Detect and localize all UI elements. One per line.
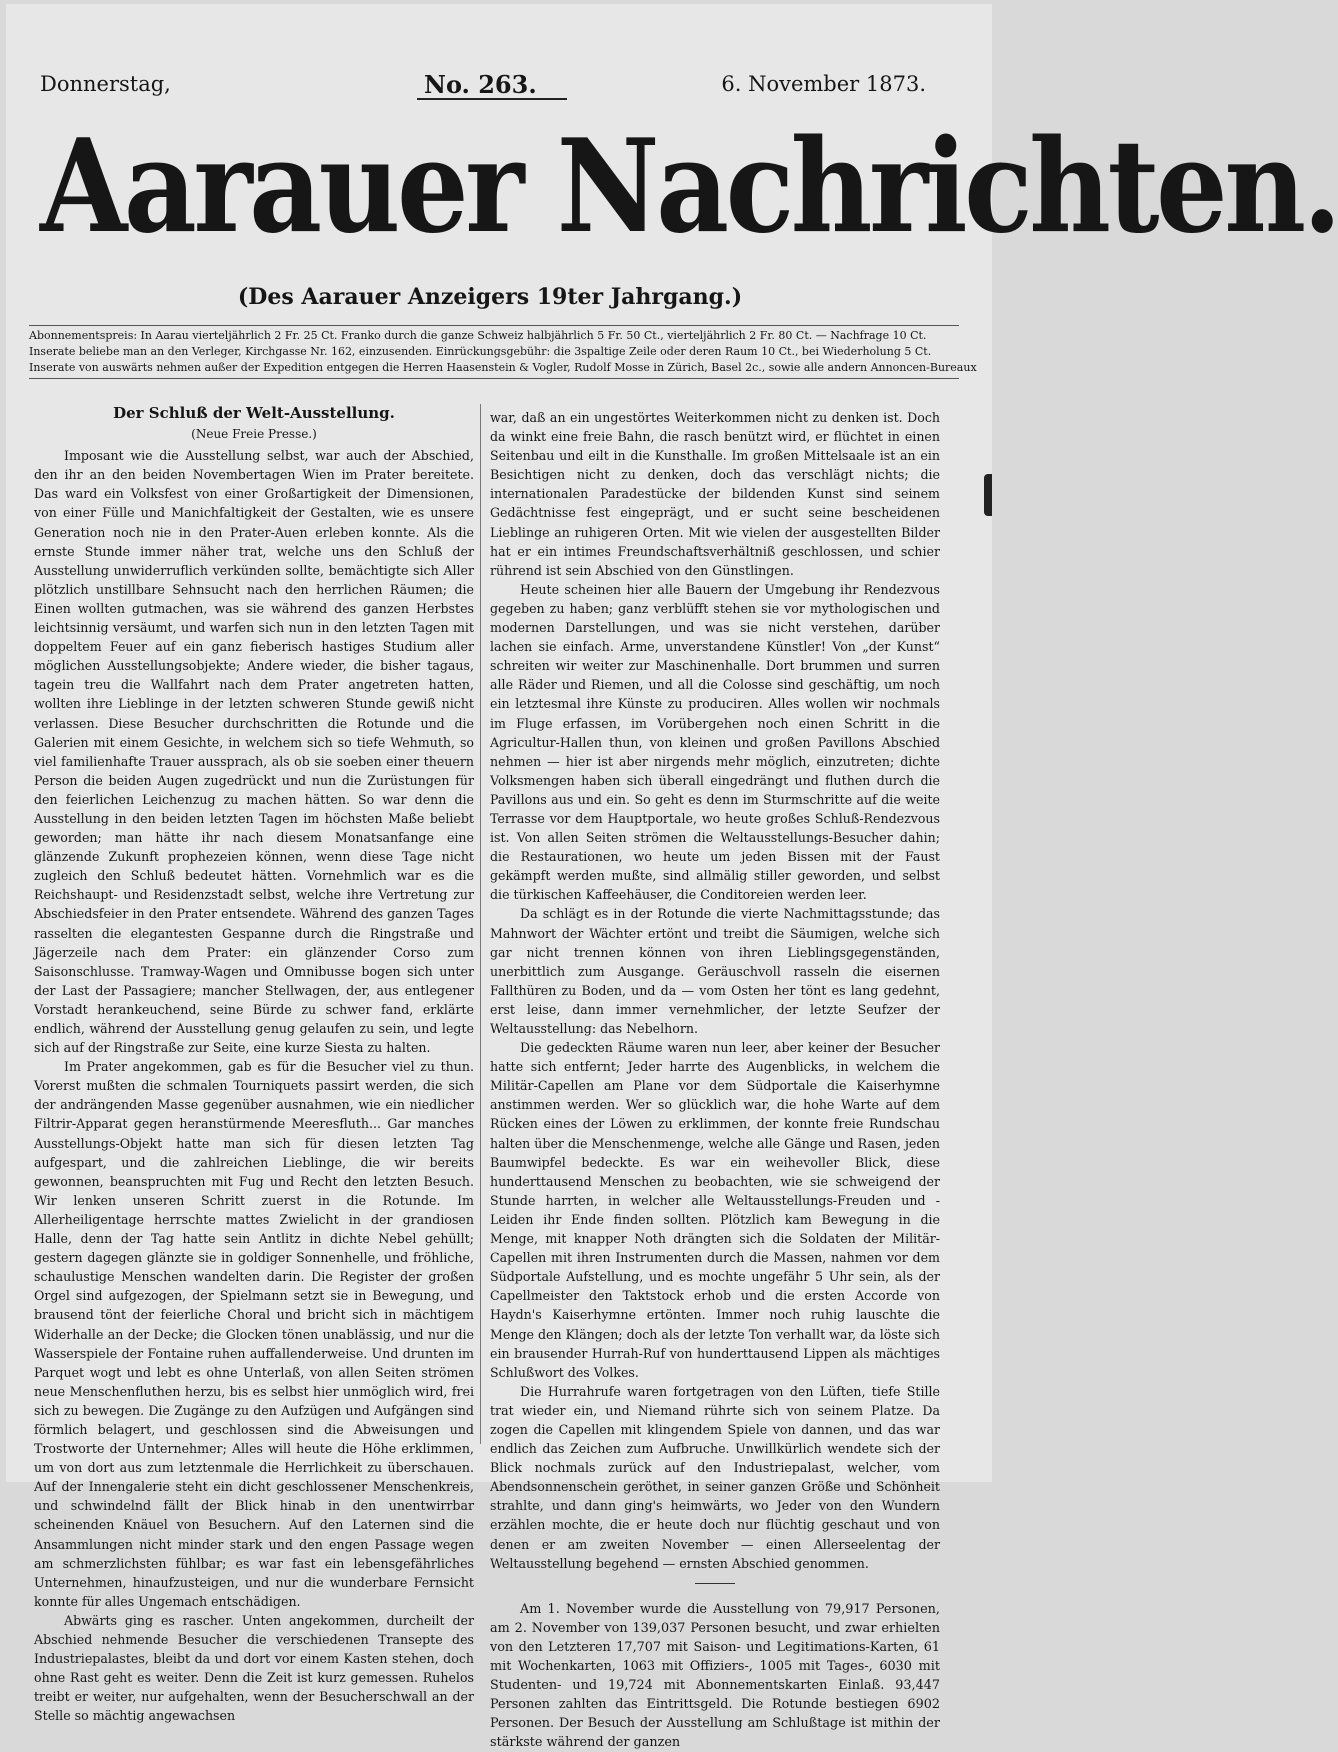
article-paragraph: Die Hurrahrufe waren fortgetragen von den Lüften, tiefe Stille trat wieder ein, und Niemand rührte sich von seinem Platze. Da zogen die Capellen mit klingendem Spiele von dannen, und das war endlich das Zeichen zum Aufbruche. Unwillkürlich wendete sich der Blick nochmals zurück auf den Industriepalast, welcher, vom Abendsonnenschein geröthet, in seiner ganzen Größe und Schönheit strahlte, und dann ging's heimwärts, wo Jeder von den Wundern erzählen mochte, die er heute doch nur flüchtig geschaut und von denen er am zweiten November — einen Allerseelentag der Weltausstellung begehend — ernsten Abschied genommen. — [490, 1383, 940, 1571]
page-edge-mark — [984, 474, 992, 516]
article-paragraph: Die gedeckten Räume waren nun leer, aber keiner der Besucher hatte sich entfernt; Jeder harrte des Augenblicks, in welchem die Militär-Capellen am Plane vor dem Südportale die Kaiserhymne anstimmen werden. Wer so glücklich war, die hohe Warte auf dem Rücken eines der Löwen zu erklimmen, der konnte freie Rundschau halten über die Menschenmenge, welche alle Gänge und Rasen, jeden Baumwipfel bedeckte. Es war ein weihevoller Blick, diese hunderttausend Menschen zu beobachten, wie sie schweigend der Stunde harrten, in welcher alle Weltausstellungs-Freuden und -Leiden ihr Ende finden sollten. Plötzlich kam Bewegung in die Menge, mit knapper Noth drängten sich die Soldaten der Militär-Capellen mit ihren Instrumenten durch die Massen, nahmen vor dem Südportale Aufstellung, und es mochte ungefähr 5 Uhr sein, als der Capellmeister den Taktstock erhob und die ersten Accorde von Haydn's Kaiserhymne ertönten. Immer noch ruhig lauschte die Menge den Klängen; doch als der letzte Ton verhallt war, da löste sich ein brausender Hurrah-Ruf von hunderttausend Lippen als mächtiges Schlußwort des Volkes. — [490, 1040, 940, 1380]
article-column-left — [34, 404, 474, 1725]
section-rule — [695, 1583, 735, 1584]
info-line: Abonnementspreis: In Aarau vierteljährlich 2 Fr. 25 Ct. Franko durch die ganze Schweiz halbjährlich 5 Fr. 50 Ct., vierteljährlich 2 Fr. 80 Ct. — Nachfrage 10 Ct. — [29, 329, 927, 342]
newspaper-title: Aarauer Nachrichten. — [40, 112, 1338, 262]
article-column-right — [490, 408, 940, 1752]
article-paragraph: Im Prater angekommen, gab es für die Besucher viel zu thun. Vorerst mußten die schmalen Tourniquets passirt werden, die sich der andrängenden Masse gegenüber ausnahmen, wie ein niedlicher Filtrir-Apparat gegen heranstürmende Meeresfluth... Gar manches Ausstellungs-Objekt hatte man sich für diesen letzten Tag aufgespart, und die zahlreichen Lieblinge, die wir bereits gewonnen, beanspruchten mit Fug und Recht den letzten Besuch. Wir lenken unseren Schritt zuerst in die Rotunde. Im Allerheiligentage herrschte mattes Zwielicht in der grandiosen Halle, denn der Tag hatte sein Antlitz in dichte Nebel gehüllt; gestern dagegen glänzte sie in goldiger Sonnenhelle, und fröhliche, schaulustige Menschen wandelten darin. Die Register der großen Orgel sind aufgezogen, der Spielmann setzt sie in Bewegung, und brausend tönt der feierliche Choral und bricht sich in mächtigem Widerhalle an der Decke; die Glocken tönen unablässig, und nur die Wasserspiele der Fontaine ruhen auffallenderweise. Und drunten im Parquet wogt und lebt es ohne Unterlaß, von allen Seiten strömen neue Menschenfluthen herzu, bis es selbst hier unmöglich wird, frei sich zu bewegen. Die Zugänge zu den Aufzügen und Aufgängen sind förmlich belagert, und geschlossen sind die Abweisungen und Trostworte der Unternehmer; Alles will heute die Höhe erklimmen, um von dort aus zum letztenmale die Herrlichkeit zu überschauen. Auf der Innengalerie steht ein dicht geschlossener Menschenkreis, und schwindelnd fällt der Blick hinab in den unentwirrbar scheinenden Knäuel von Besuchern. Auf den Laternen sind die Ansammlungen nicht minder stark und den engen Passage wegen am schmerzlichsten fühlbar; es war fast ein lebensgefährliches Unternehmen, hinaufzusteigen, und nur die wunderbare Fernsicht konnte für alles Ungemach entschädigen. — [34, 1059, 474, 1609]
newspaper-page — [6, 4, 1338, 1750]
article-paragraph: war, daß an ein ungestörtes Weiterkommen nicht zu denken ist. Doch da winkt eine freie Bahn, die rasch benützt wird, er flüchtet in einen Seitenbau und eilt in die Kunsthalle. Im großen Mittelsaale ist an ein Besichtigen nicht zu denken, doch das verschlägt nichts; die internationalen Paradestücke der bildenden Kunst sind seinem Gedächtnisse fest eingeprägt, und er sucht seine bescheidenen Lieblinge an ruhigeren Orten. Mit wie vielen der ausgestellten Bilder hat er ein intimes Freundschaftsverhältniß geschlossen, und schier rührend ist sein Abschied von den Günstlingen. — [490, 410, 940, 578]
article-paragraph: Abwärts ging es rascher. Unten angekommen, durcheilt der Abschied nehmende Besucher die verschiedenen Transepte des Industriepalastes, bleibt da und dort vor einem Kasten stehen, doch ohne Rast geht es weiter. Denn die Zeit ist kurz gemessen. Ruhelos treibt er weiter, nur aufgehalten, wenn der Besucherschwall an der Stelle so mächtig angewachsen — [34, 1612, 474, 1724]
info-line: Inserate von auswärts nehmen außer der Expedition entgegen die Herren Haasenstein & Vogler, Rudolf Mosse in Zürich, Basel 2c., sowie alle andern Annoncen-Bureaux — [29, 361, 977, 374]
article-title: Der Schluß der Welt-Ausstellung. — [113, 404, 395, 422]
issue-underline — [417, 98, 567, 100]
newspaper-subtitle: (Des Aarauer Anzeigers 19ter Jahrgang.) — [237, 284, 743, 310]
article-paragraph: Imposant wie die Ausstellung selbst, war auch der Abschied, den ihr an den beiden Novembertagen Wien im Prater bereitete. Das ward ein Volksfest von einer Großartigkeit der Dimensionen, von einer Fülle und Manichfaltigkeit der Gestalten, wie es unsere Generation noch nie in den Prater-Auen erleben konnte. Als die ernste Stunde immer näher trat, welche uns den Schluß der Ausstellung unwiderruflich verkünden sollte, bemächtigte sich Aller plötzlich unstillbare Sehnsucht nach den herrlichen Räumen; die Einen wollten gutmachen, was sie während des ganzen Herbstes leichtsinnig versäumt, und warfen sich nun in den letzten Tagen mit doppeltem Feuer auf ein ganz fieberisch hastiges Studium aller möglichen Ausstellungsobjekte; Andere wieder, die bisher tagaus, tagein treu die Wallfahrt nach dem Prater angetreten hatten, wollten ihre Lieblinge in der letzten schweren Stunde gewiß nicht verlassen. Diese Besucher durchschritten die Rotunde und die Galerien mit einem Gesichte, in welchem sich so tiefe Wehmuth, so viel familienhafte Trauer aussprach, als ob sie soeben einer theuern Person die beiden Augen zugedrückt und nun die Zurüstungen für den feierlichen Leichenzug zu machen hätten. So war denn die Ausstellung in den beiden letzten Tagen im höchsten Maße beliebt geworden; man hätte ihr nach diesem Monatsanfange eine glänzende Zukunft prophezeien können, wenn diese Tage nicht zugleich den Schluß bedeutet hätten. Vornehmlich war es die Reichshaupt- und Residenzstadt selbst, welche ihre Vertretung zur Abschiedsfeier in den Prater entsendete. Während des ganzen Tages rasselten die elegantesten Gespanne durch die Ringstraße und Jägerzeile nach dem Prater: ein glänzender Corso zum Saisonschlusse. Tramway-Wagen und Omnibusse bogen sich unter der Last der Passagiere; mancher Stellwagen, der, aus entlegener Vorstadt herankeuchend, seine Bürde zu schwer fand, erklärte endlich, während der Ausstellung genug gelaufen zu sein, und legte sich auf der Ringstraße zur Seite, eine kurze Siesta zu halten. — [34, 448, 474, 1056]
article-source: (Neue Freie Presse.) — [191, 427, 317, 442]
info-line: Inserate beliebe man an den Verleger, Kirchgasse Nr. 162, einzusenden. Einrückungsgebühr: die 3spaltige Zeile oder deren Raum 10 Ct., bei Wiederholung 5 Ct. — [29, 345, 932, 358]
issue-date: 6. November 1873. — [721, 72, 926, 96]
masthead-row — [32, 70, 926, 102]
visitor-statistics — [490, 1600, 940, 1752]
issue-number: No. 263. — [424, 70, 537, 99]
subscription-info — [29, 325, 977, 379]
article-paragraph: Da schlägt es in der Rotunde die vierte Nachmittagsstunde; das Mahnwort der Wächter ertönt und treibt die Säumigen, welche sich gar nicht trennen können von ihren Lieblingsgegenständen, unerbittlich zum Ausgange. Geräuschvoll rasseln die eisernen Fallthüren zu Boden, und da — vom Osten her tönt es lang gedehnt, erst leise, dann immer vernehmlicher, der letzte Seufzer der Weltausstellung: das Nebelhorn. — [490, 906, 940, 1036]
issue-day: Donnerstag, — [40, 72, 171, 96]
statistics-paragraph: Am 1. November wurde die Ausstellung von 79,917 Personen, am 2. November von 139,037 Personen besucht, und zwar erhielten von den Letzteren 17,707 mit Saison- und Legitimations-Karten, 61 mit Wochenkarten, 1063 mit Offiziers-, 1005 mit Tages-, 6030 mit Studenten- und 19,724 mit Abonnementskarten Einlaß. 93,447 Personen zahlten das Eintrittsgeld. Die Rotunde bestiegen 6902 Personen. Der Besuch der Ausstellung am Schlußtage ist mithin der stärkste während der ganzen — [490, 1601, 940, 1750]
column-divider — [480, 404, 481, 1444]
article-paragraph: Heute scheinen hier alle Bauern der Umgebung ihr Rendezvous gegeben zu haben; ganz verblüfft stehen sie vor mythologischen und modernen Darstellungen, und was sie nicht verstehen, darüber lachen sie einfach. Arme, unverstandene Künstler! Von „der Kunst“ schreiten wir weiter zur Maschinenhalle. Dort brummen und surren alle Räder und Riemen, und all die Colosse sind geschäftig, um noch ein letztesmal ihre Künste zu produciren. Alles wollen wir nochmals im Fluge erfassen, im Vorübergehen noch einen Schritt in die Agricultur-Hallen thun, von kleinen und großen Pavillons Abschied nehmen — hier ist aber nirgends mehr möglich, einzutreten; dichte Volksmengen haben sich überall eingedrängt und fluthen durch die Pavillons aus und ein. So geht es denn im Sturmschritte auf die weite Terrasse vor dem Hauptportale, wo heute großes Schluß-Rendezvous ist. Von allen Seiten strömen die Weltausstellungs-Besucher dahin; die Restaurationen, wo heute um jeden Bissen mit der Faust gekämpft werden mußte, sind allmälig stiller geworden, und selbst die türkischen Kaffeehäuser, die Conditoreien werden leer. — [490, 581, 940, 903]
